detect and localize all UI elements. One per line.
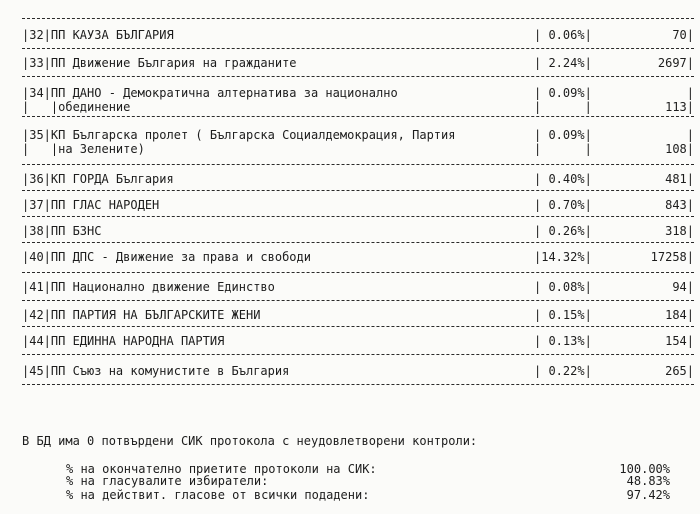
party-name: |35|КП Българска пролет ( Българска Социалдемокрация, Партия	[22, 128, 456, 142]
stat-value: 97.42%	[626, 488, 670, 502]
party-name: |33|ПП Движение България на гражданите	[22, 56, 297, 70]
stat-label: % на действит. гласове от всички подадени:	[66, 488, 370, 502]
party-name: |40|ПП ДПС - Движение за права и свободи	[22, 250, 311, 264]
vote-count: 184|	[665, 308, 694, 322]
dashed-separator	[22, 326, 694, 327]
summary-line: В БД има 0 потвърдени СИК протокола с неудовлетворени контроли:	[22, 434, 478, 448]
vote-percentage: | 0.13%|	[534, 334, 592, 348]
party-name: |38|ПП БЗНС	[22, 224, 102, 238]
dashed-separator	[22, 354, 694, 355]
dashed-separator	[22, 300, 694, 301]
column-border: |	[686, 128, 694, 142]
vote-percentage: | 0.40%|	[534, 172, 592, 186]
stat-label: % на окончателно приетите протоколи на СИК:	[66, 462, 377, 476]
dashed-separator	[22, 242, 694, 243]
stat-label: % на гласувалите избиратели:	[66, 474, 269, 488]
vote-percentage: |14.32%|	[534, 250, 592, 264]
vote-count: 265|	[665, 364, 694, 378]
party-name: |36|КП ГОРДА България	[22, 172, 174, 186]
dashed-separator	[22, 76, 694, 77]
dashed-separator	[22, 272, 694, 273]
party-name: |44|ПП ЕДИННА НАРОДНА ПАРТИЯ	[22, 334, 225, 348]
vote-percentage: | 0.06%|	[534, 28, 592, 42]
column-border: | |	[534, 142, 592, 156]
column-border: |	[686, 86, 694, 100]
vote-percentage: | 0.09%|	[534, 86, 592, 100]
vote-percentage: | 0.70%|	[534, 198, 592, 212]
vote-count: 843|	[665, 198, 694, 212]
dashed-separator	[22, 116, 694, 117]
vote-count: 113|	[665, 100, 694, 114]
vote-count: 70|	[672, 28, 694, 42]
vote-percentage: | 0.09%|	[534, 128, 592, 142]
party-name: |45|ПП Съюз на комунистите в България	[22, 364, 290, 378]
party-name: |34|ПП ДАНО - Демократична алтернатива за национално	[22, 86, 398, 100]
vote-count: 17258|	[650, 250, 694, 264]
vote-count: 2697|	[657, 56, 694, 70]
party-name-continued: | |обединение	[22, 100, 131, 114]
vote-percentage: | 0.08%|	[534, 280, 592, 294]
dashed-separator	[22, 164, 694, 165]
vote-count: 481|	[665, 172, 694, 186]
stat-value: 100.00%	[619, 462, 670, 476]
dashed-separator	[22, 190, 694, 191]
vote-count: 94|	[672, 280, 694, 294]
vote-count: 154|	[665, 334, 694, 348]
vote-percentage: | 0.26%|	[534, 224, 592, 238]
vote-percentage: | 0.15%|	[534, 308, 592, 322]
party-name: |42|ПП ПАРТИЯ НА БЪЛГАРСКИТЕ ЖЕНИ	[22, 308, 261, 322]
vote-count: 108|	[665, 142, 694, 156]
party-name-continued: | |на Зелените)	[22, 142, 145, 156]
vote-count: 318|	[665, 224, 694, 238]
column-border: | |	[534, 100, 592, 114]
party-name: |37|ПП ГЛАС НАРОДЕН	[22, 198, 160, 212]
party-name: |41|ПП Национално движение Единство	[22, 280, 275, 294]
dashed-separator	[22, 18, 694, 19]
party-name: |32|ПП КАУЗА БЪЛГАРИЯ	[22, 28, 174, 42]
dashed-separator	[22, 384, 694, 385]
stat-value: 48.83%	[626, 474, 670, 488]
dashed-separator	[22, 48, 694, 49]
vote-percentage: | 2.24%|	[534, 56, 592, 70]
vote-percentage: | 0.22%|	[534, 364, 592, 378]
dashed-separator	[22, 216, 694, 217]
